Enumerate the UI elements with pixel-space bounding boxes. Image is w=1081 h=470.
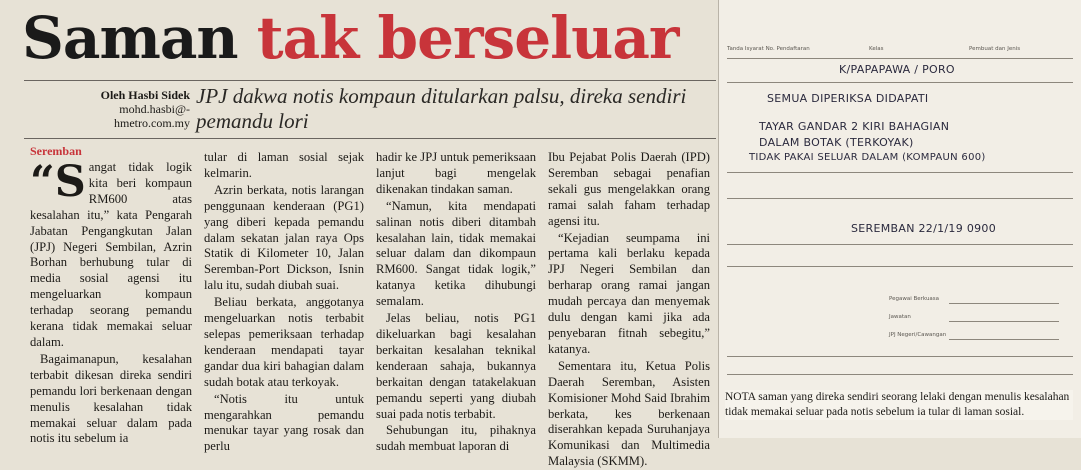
photo-caption: NOTA saman yang direka sendiri seorang lelaki dengan menulis kesalahan tidak memakai seluar pada notis sebelum ia tular di laman sosial. <box>725 390 1073 420</box>
form-label-pegawai: Pegawai Berkuasa <box>889 296 940 302</box>
byline-email-2: hmetro.com.my <box>114 116 190 130</box>
article-paragraph: “Notis itu untuk mengarahkan pemandu menukar tayar yang rosak dan perlu <box>204 391 364 454</box>
form-label-pembuat: Pembuat dan Jenis <box>969 46 1021 52</box>
headline-rule <box>24 80 716 81</box>
deck-rule <box>24 138 716 139</box>
handwriting-line-6: SEREMBAN 22/1/19 0900 <box>851 222 997 235</box>
form-label-cawangan: JPJ Negeri/Cawangan <box>889 332 947 338</box>
article-paragraph: “Kejadian seumpama ini pertama kali berlaku kepada JPJ Negeri Sembilan dan berharap orang ramai jangan mudah percaya dan menyemak dulu dengan kami jika ada penyebaran fitnah sebegitu,” katanya. <box>548 230 710 356</box>
handwriting-line-4: DALAM BOTAK (TERKOYAK) <box>759 136 914 149</box>
headline <box>22 2 678 74</box>
form-line <box>727 58 1073 59</box>
article-paragraph: tular di laman sosial sejak kelmarin. <box>204 150 364 180</box>
byline-email-1: mohd.hasbi@- <box>119 102 190 116</box>
handwriting-line-5: TIDAK PAKAI SELUAR DALAM (KOMPAUN 600) <box>749 152 986 163</box>
article-paragraph: Ibu Pejabat Polis Daerah (IPD) Seremban sebagai penafian sekali gus mengelakkan orang ramai salah faham terhadap agensi itu. <box>548 150 710 228</box>
form-line <box>727 172 1073 173</box>
form-line <box>949 339 1059 340</box>
article-column-1 <box>30 157 192 448</box>
article-paragraph: hadir ke JPJ untuk pemeriksaan lanjut bagi mengelak dikenakan tindakan saman. <box>376 150 536 196</box>
form-line <box>727 82 1073 83</box>
form-line <box>949 321 1059 322</box>
article-paragraph <box>30 157 192 351</box>
article-paragraph: Bagaimanapun, kesalahan terbabit dikesan direka sendiri pemandu lori berkenaan dengan menulis kesalahan tidak memakai seluar dalam pada notis itu sebelum ia <box>30 351 192 446</box>
article-paragraph: “Namun, kita mendapati salinan notis diberi ditambah kesalahan lain, tidak memakai seluar dalam dan dikompaun RM600. Sangat tidak logik,” katanya ketika dihubungi semalam. <box>376 198 536 309</box>
deck-subheadline: JPJ dakwa notis kompaun ditularkan palsu, direka sendiri pemandu lori <box>196 84 687 133</box>
article-paragraph: Azrin berkata, notis larangan penggunaan kenderaan (PG1) yang diberi kepada pemandu dalam sekatan jalan raya Ops Statik di Kilometer 10, Jalan Seremban-Port Dickson, Isnin lalu itu, sudah diubah suai. <box>204 182 364 293</box>
headline-part-black: Saman <box>22 4 238 72</box>
article-paragraph: Sementara itu, Ketua Polis Daerah Seremban, Asisten Komisioner Mohd Said Ibrahim berkata, kes berkenaan diserahkan kepada Suruhanjaya Komunikasi dan Multimedia Malaysia (SKMM). <box>548 358 710 469</box>
article-paragraph: Sehubungan itu, pihaknya sudah membuat laporan di <box>376 423 536 454</box>
form-label-jawatan: Jawatan <box>889 314 911 320</box>
form-line <box>727 374 1073 375</box>
form-line <box>727 266 1073 267</box>
form-line <box>727 356 1073 357</box>
handwriting-line-1: K/PAPAPAWA / PORO <box>839 63 955 76</box>
form-label-kelas: Kelas <box>869 46 884 52</box>
form-line <box>727 198 1073 199</box>
paragraph-text: angat tidak logik kita beri kompaun RM600 atas kesalahan itu,” kata Pengarah Jabatan Pengangkutan Jalan (JPJ) Negeri Sembilan, Azrin Borhan berhubung tular di media sosial agensi itu mengeluarkan kompaun terhadap seorang pemandu kerana tidak memakai seluar dalam. <box>30 160 192 349</box>
form-line <box>949 303 1059 304</box>
drop-cap: “S <box>30 157 86 207</box>
byline <box>88 88 190 130</box>
article-column-3 <box>376 150 536 454</box>
location-tag: Seremban <box>30 144 82 158</box>
form-line <box>727 244 1073 245</box>
article-column-4 <box>548 150 710 469</box>
article-column-2 <box>204 150 364 454</box>
article-paragraph: Beliau berkata, anggotanya mengeluarkan notis terbabit selepas pemeriksaan terhadap kenderaan mendapati tayar gandar dua kiri bahagian dalam sudah botak atau terkoyak. <box>204 295 364 389</box>
notice-form-image <box>718 0 1081 438</box>
byline-name: Oleh Hasbi Sidek <box>100 88 190 102</box>
handwriting-line-2: SEMUA DIPERIKSA DIDAPATI <box>767 92 929 105</box>
headline-part-red: tak berseluar <box>256 4 679 72</box>
handwriting-line-3: TAYAR GANDAR 2 KIRI BAHAGIAN <box>759 120 950 133</box>
form-label-tanda: Tanda Isyarat No. Pendaftaran <box>727 46 810 52</box>
article-paragraph: Jelas beliau, notis PG1 dikeluarkan bagi kesalahan berkaitan kesalahan teknikal kenderaan sahaja, bukannya berkaitan dengan tatakelakuan pemandu seperti yang diubah suai pada notis terbabit. <box>376 311 536 421</box>
